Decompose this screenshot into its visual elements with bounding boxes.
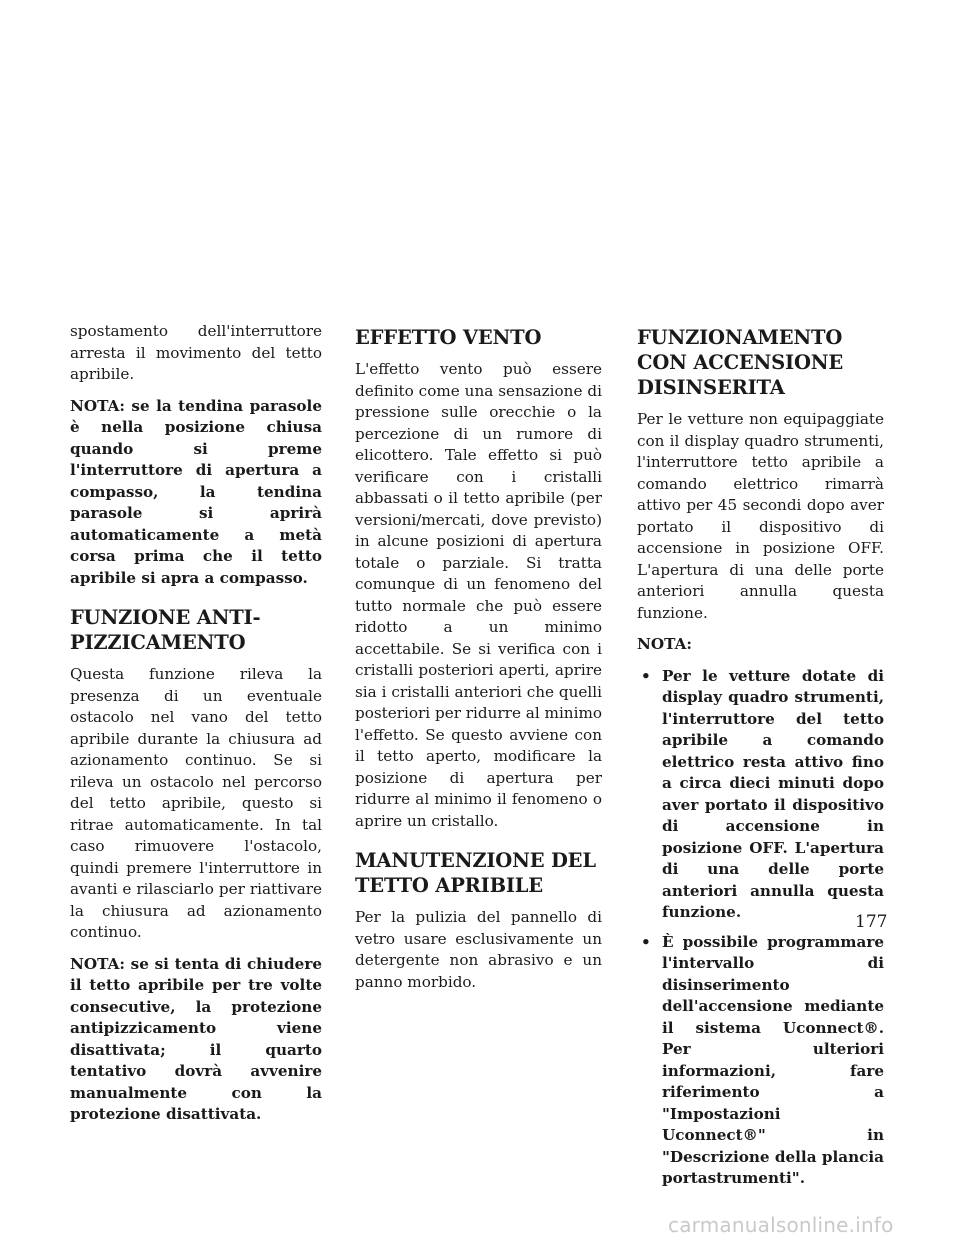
bullet-icon: • xyxy=(641,932,651,951)
watermark: carmanualsonline.info xyxy=(668,1213,894,1237)
column-middle xyxy=(355,325,602,1003)
note-anti-pinch: NOTA: se si tenta di chiudere il tetto apribile per tre volte consecutive, la protezione antipizzicamento viene disattivata; il quarto tentativo dovrà avvenire manualmente con la protezione disattivata. xyxy=(70,954,322,1123)
list-item xyxy=(637,666,884,924)
list-item-text: Per le vetture dotate di display quadro strumenti, l'interruttore del tetto apribile a comando elettrico resta attivo fino a circa dieci minuti dopo aver portato il dispositivo di accensione in posizione OFF. L'apertura di una delle porte anteriori annulla questa funzione. xyxy=(662,666,884,921)
heading-sunroof-maintenance: MANUTENZIONE DEL TETTO APRIBILE xyxy=(355,849,596,897)
list-item xyxy=(637,932,884,1190)
bullet-icon: • xyxy=(641,666,651,685)
intro-paragraph: spostamento dell'interruttore arresta il movimento del tetto apribile. xyxy=(70,322,322,383)
heading-anti-pinch: FUNZIONE ANTI- PIZZICAMENTO xyxy=(70,606,261,654)
ignition-off-paragraph: Per le vetture non equipaggiate con il display quadro strumenti, l'interruttore tetto apribile a comando elettrico rimarrà attivo per 45 secondi dopo aver portato il dispositivo di accensione in posizione OFF. L'apertura di una delle porte anteriori annulla questa funzione. xyxy=(637,410,884,622)
page-number: 177 xyxy=(855,912,888,932)
column-left xyxy=(70,321,322,1136)
column-right xyxy=(637,325,884,1198)
maintenance-paragraph: Per la pulizia del pannello di vetro usare esclusivamente un detergente non abrasivo e un panno morbido. xyxy=(355,908,602,991)
heading-wind-buffeting: EFFETTO VENTO xyxy=(355,326,542,349)
note-bullet-list xyxy=(637,666,884,1190)
anti-pinch-paragraph: Questa funzione rileva la presenza di un eventuale ostacolo nel vano del tetto apribile durante la chiusura ad azionamento continuo. Se si rileva un ostacolo nel percorso del tetto apribile, questo si ritrae automaticamente. In tal caso rimuovere l'ostacolo, quindi premere l'interruttore in avanti e rilasciarlo per riattivare la chiusura ad azionamento continuo. xyxy=(70,665,322,941)
wind-buffeting-paragraph: L'effetto vento può essere definito come una sensazione di pressione sulle orecchie o la percezione di un rumore di elicottero. Tale effetto si può verificare con i cristalli abbassati o il tetto apribile (per versioni/mercati, dove previsto) in alcune posizioni di apertura totale o parziale. Si tratta comunque di un fenomeno del tutto normale che può essere ridotto a un minimo accettabile. Se si verifica con i cristalli posteriori aperti, aprire sia i cristalli anteriori che quelli posteriori per ridurre al minimo l'effetto. Se questo avviene con il tetto aperto, modificare la posizione di apertura per ridurre al minimo il fenomeno o aprire un cristallo. xyxy=(355,360,602,830)
note-sunshade: NOTA: se la tendina parasole è nella posizione chiusa quando si preme l'interruttore di apertura a compasso, la tendina parasole si aprirà automaticamente a metà corsa prima che il tetto apribile si apra a compasso. xyxy=(70,396,322,587)
note-label: NOTA: xyxy=(637,635,692,653)
heading-ignition-off-operation: FUNZIONAMENTO CON ACCENSIONE DISINSERITA xyxy=(637,326,844,399)
list-item-text: È possibile programmare l'intervallo di disinserimento dell'accensione mediante il sistema Uconnect®. Per ulteriori informazioni, fare riferimento a "Impostazioni Uconnect®" in "Descrizione della plancia portastrumenti". xyxy=(662,932,884,1187)
